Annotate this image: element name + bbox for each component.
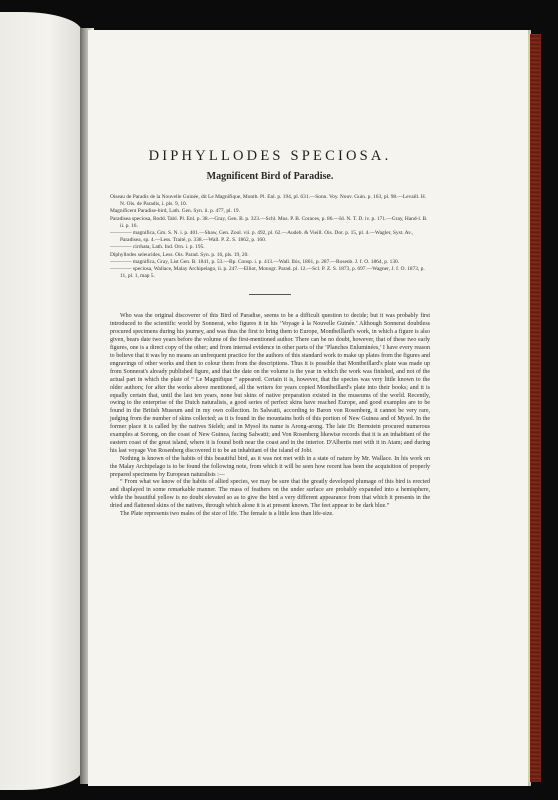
- synonym-entry: Magnificent Paradise-bird, Lath. Gen. Syn. ii. p. 477, pl. 19.: [110, 208, 240, 215]
- body-paragraph: Nothing is known of the habits of this beautiful bird, as it was not met with in a state of nature by Mr. Wallace. In his work on the Malay Archipelago is to be found the following note, from which it will be seen how recent has been the acquisition of properly prepared specimens by European naturalists :—: [110, 455, 430, 478]
- synonym-entry: Diphyllodes seleucides, Less. Ois. Parad. Syn. p. 16, pls. 19, 20.: [110, 251, 249, 258]
- synonym-entry: ———— cirrhata, Lath. Ind. Orn. i. p. 195.: [110, 244, 205, 251]
- synonym-entry: ———— magnifica, Gm. S. N. i. p. 401.—Shaw, Gen. Zool. vii. p. 492, pl. 62.—Audeb. & Vieill. Ois. Dor. p. 15, pl. 4.—Wagler, Syst. Av., Paradisea, sp. 4.—Less. Traité, p. 338.—Wall. P. Z. S. 1862, p. 160.: [110, 230, 414, 244]
- body-paragraph: Who was the original discoverer of this Bird of Paradise, seems to be a difficult question to decide; but it was probably first introduced to the scientific world by Sonnerat, who figures it in his ‘Voyage à la Nouvelle Guinée.’ Although Sonnerat doubtless procured specimens during his journey, and was thus the first to bring them to Europe, Montbeillard's work, in which a figure is also given, bears date two years before the volume of the first-mentioned author. There can be no doubt, however, that of these two early figures, one is a direct copy of the other; and from internal evidence in other parts of the ‘Planches Enluminées,’ I have every reason to believe that it was by no means an unfrequent practice for the authors of this standard work to make up plates from the figures and engravings of other works and then to colour them from the descriptions. Thus it is possible that Montbeillard's plate was made up from Sonnerat's already published figure, and that the date on the volume is the year in which the work was finished, and not of the actual part in which the plate of “ Le Magnifique ” appeared. Certain it is, however, that the species was very little known to the older authors; for after the works above mentioned, all the writers for years copied Montbeillard's plate into their books; and it is equally certain that, until the last ten years, none but skins of native preparation existed in the museums of the world. Recently, owing to the enterprise of the Dutch naturalists, a good series of perfect skins have reached Europe, and good examples are to be found in the British Museum and in my own collection. In Salwatti, according to Baron von Rosenberg, it cannot be very rare, judging from the number of skins collected; as it is found in the mountains both of this portion of New Guinea and of Mysol. In the former place it is called by the natives Sieleh; and in Mysol its name is Arong-arong. The late Dr. Bernstein procured numerous examples at Sorong, on the coast of New Guinea, facing Salwatti; and Von Rosenberg likewise records that it is an inhabitant of the eastern coast of the great island, where it is found both near the coast and in the interior. D'Albertis met with it in Atam; and during his last voyage Von Rosenberg discovered it to be an inhabitant of the island of Jobi.: [110, 313, 430, 454]
- synonym-entry: Paradisea speciosa, Bodd. Tabl. Pl. Enl. p. 38.—Gray, Gen. B. p. 323.—Schl. Mus. P. B. Coraces, p. 86.—Id. N. T. D. iv. p. 171.—Gray, Hand-l. B. ii. p. 16.: [110, 215, 428, 229]
- page-content: [110, 148, 430, 519]
- page-subtitle: Magnificent Bird of Paradise.: [206, 171, 334, 182]
- page-title: DIPHYLLODES SPECIOSA.: [148, 148, 392, 164]
- left-page: [0, 12, 82, 790]
- body-paragraph: The Plate represents two males of the size of life. The female is a little less than life-size.: [120, 511, 334, 518]
- page-edge-marbled: [528, 34, 541, 782]
- synonymy-list: [110, 194, 430, 280]
- synonym-entry: Oiseau de Paradis de la Nouvelle Guinée, dit Le Magnifique, Montb. Pl. Enl. p. 194, pl. 631.—Sonn. Voy. Nouv. Guin. p. 163, pl. 98.—Levaill. H. N. Ois. de Paradis, i. pls. 9, 10.: [110, 194, 427, 208]
- body-paragraph: “ From what we know of the habits of allied species, we may be sure that the greatly developed plumage of this bird is erected and displayed in some remarkable manner. The mass of feathers on the under surface are probably expanded into a hemisphere, while the beautiful yellow is no doubt elevated so as to give the bird a very different appearance from that which it presents in the dried and flattened skins of the natives, through which alone it is at present known. The feet appear to be dark blue.”: [110, 479, 430, 510]
- synonym-entry: ———— magnifica, Gray, List Gen. B. 1841, p. 53.—Bp. Consp. i. p. 413.—Wall. Ibis, 1861, p. 287.—Rosenb. J. f. O. 1864, p. 130.: [110, 258, 400, 265]
- section-divider: [249, 294, 291, 295]
- synonym-entry: ———— speciosa, Wallace, Malay Archipelago, ii. p. 247.—Elliot, Monogr. Parad. pl. 12.—Scl. P. Z. S. 1873, p. 697.—Wagner, J. f. O. 1873, p. 11, pl. 1, map 5.: [110, 266, 425, 280]
- body-text: [110, 313, 430, 519]
